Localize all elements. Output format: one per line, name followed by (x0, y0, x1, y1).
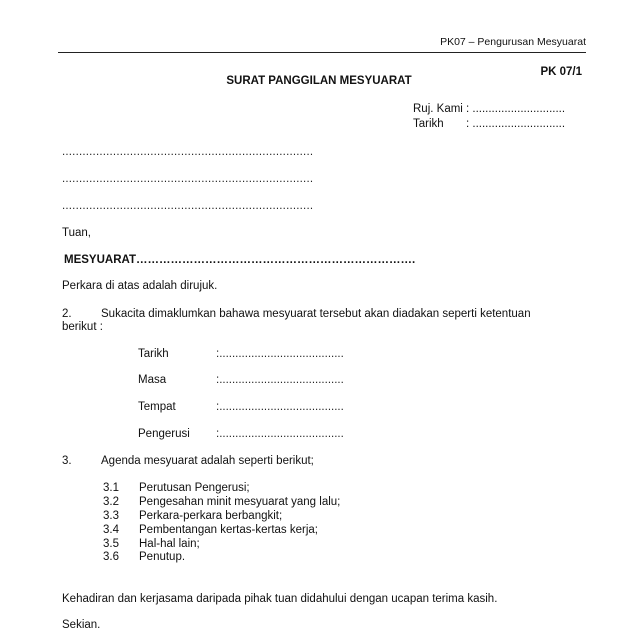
detail-label-tempat: Tempat (138, 401, 176, 413)
address-line-2: .......................................................................... (62, 173, 314, 185)
para2-text-line2: berikut : (62, 321, 103, 333)
para3-number: 3. (62, 455, 72, 467)
address-line-1: .......................................................................... (62, 146, 314, 158)
agenda-item: Penutup. (139, 551, 186, 563)
agenda-number: 3.4 (103, 524, 119, 536)
ruj-kami-label: Ruj. Kami (413, 103, 463, 115)
agenda-item: Perutusan Pengerusi; (139, 482, 250, 494)
reference-ruj-kami (413, 103, 565, 115)
agenda-number: 3.1 (103, 482, 119, 494)
agenda-item: Pengesahan minit mesyuarat yang lalu; (139, 496, 341, 508)
detail-value-masa: :....................................... (216, 374, 344, 386)
detail-value-pengerusi: :....................................... (216, 428, 344, 440)
tarikh-label: Tarikh (413, 118, 444, 130)
agenda-number: 3.3 (103, 510, 119, 522)
agenda-number: 3.5 (103, 538, 119, 550)
agenda-item: Perkara-perkara berbangkit; (139, 510, 283, 522)
detail-label-masa: Masa (138, 374, 167, 386)
detail-label-pengerusi: Pengerusi (138, 428, 190, 440)
closing-sentence: Kehadiran dan kerjasama daripada pihak tuan didahului dengan ucapan terima kasih. (62, 593, 498, 605)
agenda-number: 3.6 (103, 551, 119, 563)
detail-value-tarikh: :....................................... (216, 348, 344, 360)
agenda-item: Pembentangan kertas-kertas kerja; (139, 524, 318, 536)
reference-tarikh (413, 118, 565, 130)
address-line-3: .......................................................................... (62, 200, 314, 212)
tarikh-value: : ............................. (466, 118, 566, 130)
para2-number: 2. (62, 308, 72, 320)
subject-line: MESYUARAT………………………………………………………………. (64, 254, 416, 266)
salutation: Tuan, (62, 227, 91, 239)
detail-value-tempat: :....................................... (216, 401, 344, 413)
detail-label-tarikh: Tarikh (138, 348, 169, 360)
header-divider (58, 52, 586, 53)
agenda-item: Hal-hal lain; (139, 538, 200, 550)
agenda-number: 3.2 (103, 496, 119, 508)
para3-text: Agenda mesyuarat adalah seperti berikut; (101, 455, 314, 467)
reference-sentence: Perkara di atas adalah dirujuk. (62, 280, 218, 292)
para2-text-line1: Sukacita dimaklumkan bahawa mesyuarat tersebut akan diadakan seperti ketentuan (101, 308, 531, 320)
form-code: PK 07/1 (540, 66, 582, 78)
sign-off: Sekian. (62, 619, 101, 631)
ruj-kami-value: : ............................. (466, 103, 566, 115)
document-title: SURAT PANGGILAN MESYUARAT (226, 75, 412, 87)
running-header: PK07 – Pengurusan Mesyuarat (440, 36, 586, 48)
